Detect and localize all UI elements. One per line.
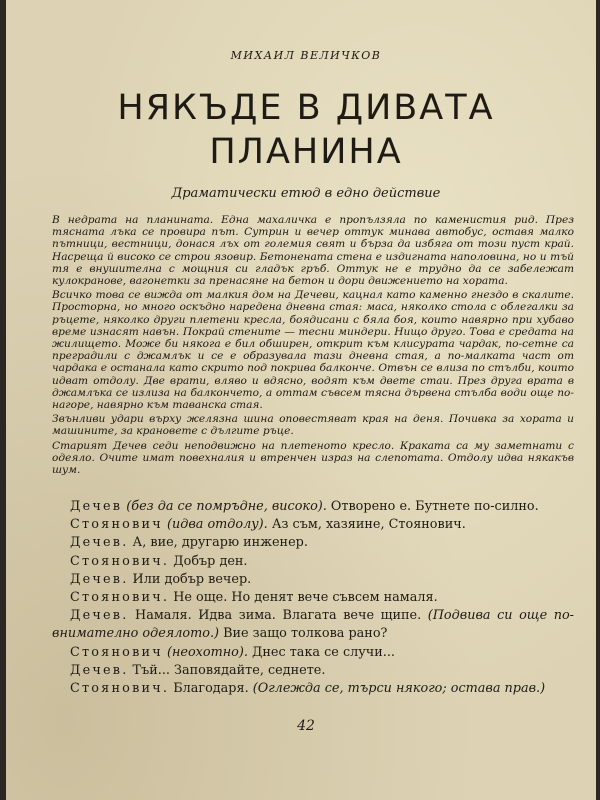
dialog-line <box>52 553 574 571</box>
dialog-text: Вие защо толкова рано? <box>219 626 388 642</box>
dialog-text: Тъй... Заповядайте, седнете. <box>128 662 326 678</box>
dialog-line <box>52 516 574 534</box>
dialog-line <box>52 589 574 607</box>
stage-paragraph: Звънливи удари върху желязна шина оповестяват края на деня. Почивка за хората и машините, за крановете с дългите ръце. <box>52 413 574 438</box>
speaker-name: Стоянович. <box>70 590 170 606</box>
speaker-name: Дечев. <box>70 535 129 551</box>
dialog-line <box>52 644 574 662</box>
page-number: 42 <box>297 718 315 734</box>
play-subtitle: Драматически етюд в едно действие <box>171 186 441 201</box>
dialog-text: А, вие, другарю инженер. <box>128 535 308 551</box>
speaker-name: Стоянович. <box>70 681 170 697</box>
stage-remark: (Оглежда се, търси някого; остава прав.) <box>252 681 546 697</box>
stage-paragraph: В недрата на планината. Една махаличка е пропълзяла по каменистия рид. През тясната лъка се провира път. Сутрин и вечер оттук минава автобус, оставя малко пътници, вестници, донася лъх от големия свят и бърза да избяга от този пуст край. Насреща й високо се строи язовир. Бетонената стена е издигната наполовина, но и тъй тя е внушителна с мощния си гладък гръб. Оттук не е трудно да се забележат кулокранове, вагонетки за пренасяне на бетон и дори движението на хората. <box>52 214 574 288</box>
stage-remark: (Подвива си още по-внимателно одеялото.) <box>52 608 574 642</box>
dialog-line <box>52 498 574 516</box>
title-line-1: НЯКЪДЕ В ДИВАТА <box>117 88 495 128</box>
dialog-line <box>52 571 574 589</box>
stage-remark: (идва отдолу). <box>166 517 268 533</box>
book-page <box>6 0 596 800</box>
author-name: МИХАИЛ ВЕЛИЧКОВ <box>230 49 382 62</box>
dialog-text: Намаля. Идва зима. Влагата вече щипе. <box>128 608 428 624</box>
play-title <box>6 86 600 174</box>
speaker-name: Дечев. <box>70 571 129 587</box>
dialog-text: Или добър вечер. <box>128 571 252 587</box>
dialog-line <box>52 662 574 680</box>
dialog-text: Аз съм, хазяине, Стоянович. <box>267 517 466 533</box>
dialog-text: Днес така се случи... <box>247 644 395 660</box>
stage-paragraph: Всичко това се вижда от малкия дом на Дечеви, кацнал като каменно гнездо в скалите. Просторна, но много оскъдно наредена дневна стая: маса, няколко стола с облегалки за ръцете, няколко други плетени кресла, боядисани с бяла боя, които навярно при хубаво време изнасят навън. Покрай стените — тесни миндери. Нищо друго. Това е средата на жилището. Може би някога е бил обширен, открит към клисурата чардак, по-сетне са преградили с джамлък и се е образувала тази дневна стая, а по-малката част от чардака е останала като скрито под покрива балконче. Отвън се влиза по стълби, които идват отдолу. Две врати, вляво и вдясно, водят към двете стаи. През другa врата в джамлъка се излиза на балкончето, а оттам съвсем тясна дървена стълба води още по-нагоре, навярно към таванска стая. <box>52 289 574 412</box>
dialog-line <box>52 680 574 698</box>
stage-remark: (неохотно). <box>166 644 248 660</box>
speaker-name: Дечев. <box>70 608 129 624</box>
speaker-name: Стоянович. <box>70 553 170 569</box>
speaker-name: Стоянович <box>70 644 163 660</box>
title-line-2: ПЛАНИНА <box>209 132 403 172</box>
stage-remark: (без да се помръдне, високо). <box>126 499 327 514</box>
dialog-line <box>52 534 574 552</box>
dialog-text: Отворено е. Бутнете по-силно. <box>326 499 539 514</box>
dialog-text: Добър ден. <box>169 553 248 569</box>
dialog-block <box>52 498 574 698</box>
speaker-name: Дечев. <box>70 662 129 678</box>
dialog-text: Не още. Но денят вече съвсем намаля. <box>169 590 438 606</box>
speaker-name: Стоянович <box>70 517 163 533</box>
dialog-line <box>52 607 574 643</box>
stage-directions <box>52 214 574 478</box>
stage-paragraph: Старият Дечев седи неподвижно на плетеното кресло. Краката са му заметнати с одеяло. Очите имат повехналия и втренчен израз на слепотата. Отдолу идва някакъв шум. <box>52 439 574 477</box>
speaker-name: Дечев <box>70 499 123 514</box>
dialog-text: Благодаря. <box>169 681 253 697</box>
